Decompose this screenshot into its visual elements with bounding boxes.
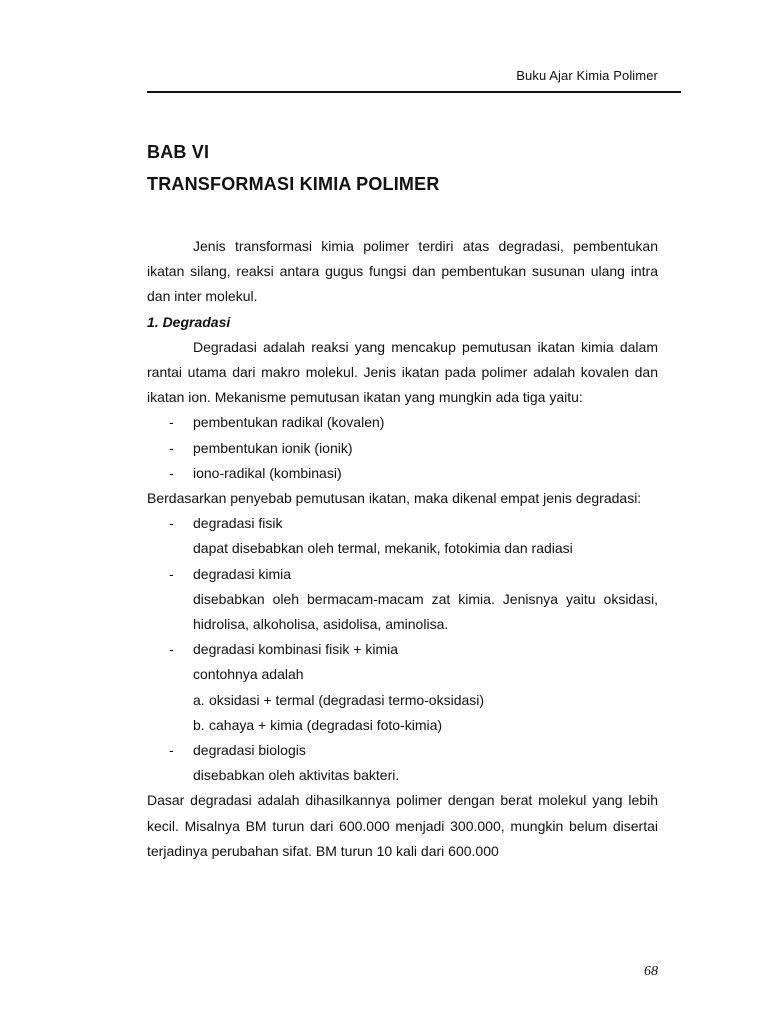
example-item bbox=[193, 688, 658, 713]
example-text: cahaya + kimia (degradasi foto-kimia) bbox=[209, 716, 443, 733]
page-number: 68 bbox=[644, 964, 658, 979]
list-dash: - bbox=[169, 742, 174, 759]
list-dash: - bbox=[169, 464, 174, 481]
chapter-number: BAB VI bbox=[147, 142, 210, 162]
list-item-text: pembentukan radikal (kovalen) bbox=[193, 414, 385, 431]
section-heading-degradasi: 1. Degradasi bbox=[147, 313, 231, 330]
chapter-title: TRANSFORMASI KIMIA POLIMER bbox=[147, 174, 440, 194]
list-dash: - bbox=[169, 565, 174, 582]
closing-paragraph: Dasar degradasi adalah dihasilkannya polimer dengan berat molekul yang lebih kecil. Misalnya BM turun dari 600.000 menjadi 300.000, mungkin belum disertai terjadinya perubahan sifat. BM turun 10 kali dari 600.000 bbox=[147, 792, 658, 859]
type-detail: dapat disebabkan oleh termal, mekanik, fotokimia dan radiasi bbox=[193, 540, 573, 557]
example-marker: a. bbox=[193, 691, 205, 708]
type-detail: contohnya adalah bbox=[193, 666, 304, 683]
list-dash: - bbox=[169, 515, 174, 532]
type-detail: disebabkan oleh bermacam-macam zat kimia. Jenisnya yaitu oksidasi, hidrolisa, alkoholisa, asidolisa, aminolisa. bbox=[193, 590, 658, 633]
intro-paragraph: Jenis transformasi kimia polimer terdiri atas degradasi, pembentukan ikatan silang, reaksi antara gugus fungsi dan pembentukan susunan ulang intra dan inter molekul. bbox=[147, 238, 658, 305]
list-dash: - bbox=[169, 439, 174, 456]
mechanism-list bbox=[147, 410, 658, 486]
example-list bbox=[147, 688, 658, 738]
list-item bbox=[147, 562, 658, 587]
list-item bbox=[147, 637, 658, 662]
type-label: degradasi fisik bbox=[193, 515, 283, 532]
list-item bbox=[147, 410, 658, 435]
list-item bbox=[147, 461, 658, 486]
list-dash: - bbox=[169, 414, 174, 431]
list-item bbox=[147, 511, 658, 536]
list-dash: - bbox=[169, 641, 174, 658]
list-item bbox=[147, 738, 658, 763]
list-item-text: pembentukan ionik (ionik) bbox=[193, 439, 353, 456]
page-content bbox=[147, 136, 658, 864]
types-intro-paragraph: Berdasarkan penyebab pemutusan ikatan, maka dikenal empat jenis degradasi: bbox=[147, 490, 642, 507]
type-label: degradasi kimia bbox=[193, 565, 292, 582]
type-detail: disebabkan oleh aktivitas bakteri. bbox=[193, 767, 400, 784]
header-rule bbox=[147, 91, 681, 93]
list-item bbox=[147, 436, 658, 461]
degradasi-paragraph: Degradasi adalah reaksi yang mencakup pemutusan ikatan kimia dalam rantai utama dari makro molekul. Jenis ikatan pada polimer adalah kovalen dan ikatan ion. Mekanisme pemutusan ikatan yang mungkin ada tiga yaitu: bbox=[147, 338, 658, 406]
example-marker: b. bbox=[193, 716, 205, 733]
type-label: degradasi kombinasi fisik + kimia bbox=[193, 641, 399, 658]
example-item bbox=[193, 713, 658, 738]
type-label: degradasi biologis bbox=[193, 742, 306, 759]
degradation-types-list bbox=[147, 511, 658, 788]
example-text: oksidasi + termal (degradasi termo-oksidasi) bbox=[209, 691, 485, 708]
running-header: Buku Ajar Kimia Polimer bbox=[516, 68, 658, 83]
list-item-text: iono-radikal (kombinasi) bbox=[193, 464, 342, 481]
